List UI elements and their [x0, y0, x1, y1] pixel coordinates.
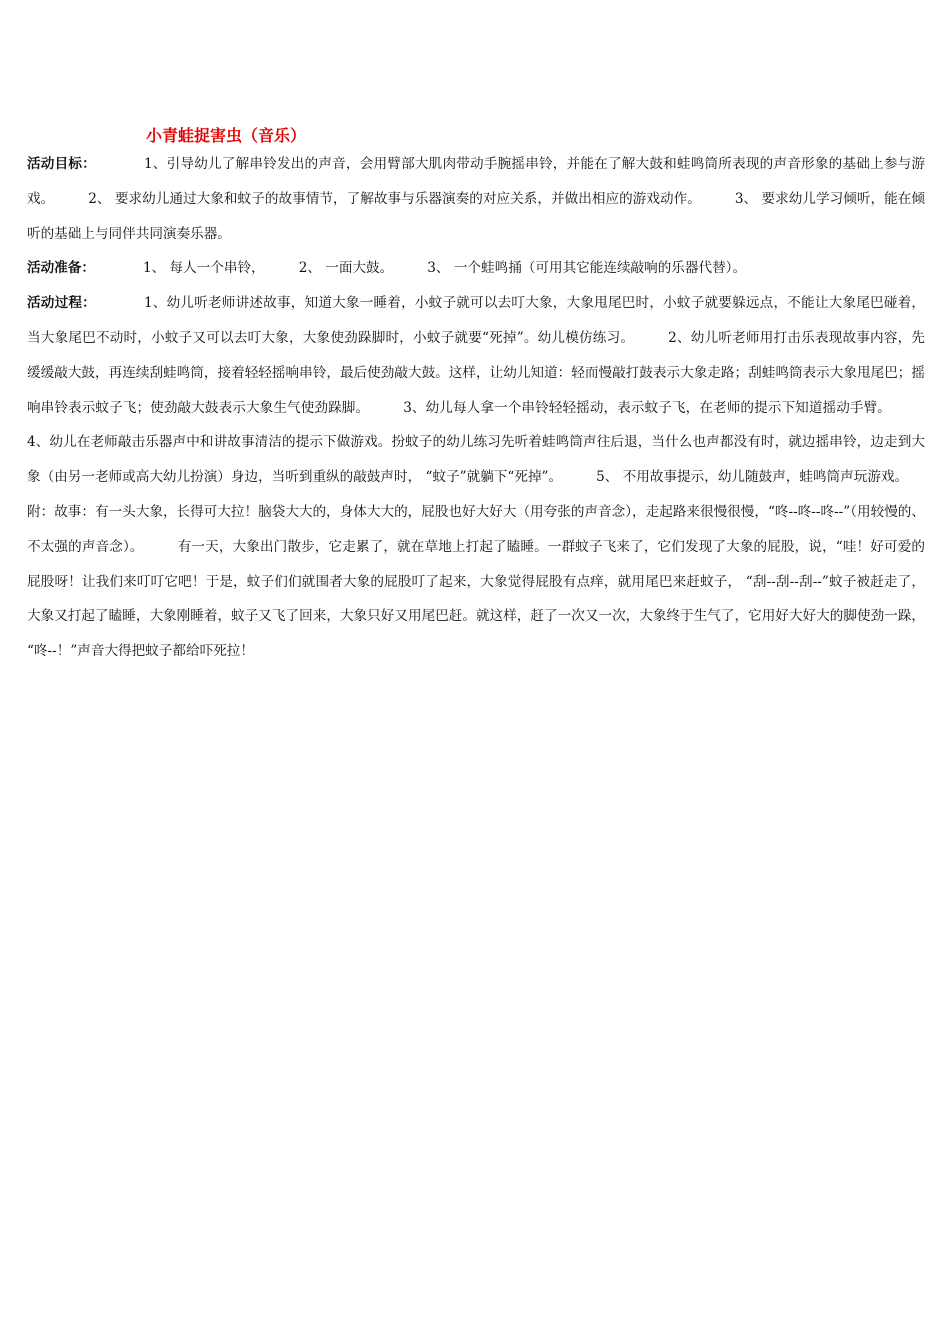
goals-paragraph	[27, 147, 925, 251]
process-paragraph	[27, 286, 925, 495]
process-item-5: 5、 不用故事提示，幼儿随鼓声，蛙鸣筒声玩游戏。	[596, 469, 909, 486]
document-body	[27, 147, 925, 669]
prep-label: 活动准备：	[27, 260, 95, 277]
appendix-paragraph	[27, 495, 925, 669]
goal-item-3: 3、 要求幼儿学习倾听，能在倾听的基础上与同伴共同演奏乐器。	[27, 190, 926, 242]
prep-item-1: 1、 每人一个串铃，	[142, 260, 265, 277]
process-item-4: 4、幼儿在老师敲击乐器声中和讲故事清洁的提示下做游戏。扮蚊子的幼儿练习先听着蛙鸣筒声往后退，当什么也声都没有时，就边摇串铃，边走到大象（由另一老师或高大幼儿扮演）身边，当听到重纵的敲鼓声时， “蚊子”就躺下“死掉”。	[27, 434, 925, 486]
goals-label: 活动目标：	[27, 156, 96, 172]
process-item-1: 1、幼儿听老师讲述故事，知道大象一睡着，小蚊子就可以去叮大象，大象甩尾巴时，小蚊子就要躲远点，不能让大象尾巴碰着，当大象尾巴不动时，小蚊子又可以去叮大象，大象使劲跺脚时，小蚊子就要“死掉”。幼儿模仿练习。	[27, 295, 925, 346]
process-item-3: 3、幼儿每人拿一个串铃轻轻摇动，表示蚊子飞，在老师的提示下知道摇动手臂。	[403, 399, 891, 416]
goal-item-1: 1、引导幼儿了解串铃发出的声音，会用臂部大肌肉带动手腕摇串铃，并能在了解大鼓和蛙鸣筒所表现的声音形象的基础上参与游戏。	[27, 156, 925, 207]
prep-paragraph	[27, 251, 925, 286]
prep-item-2: 2、 一面大鼓。	[298, 260, 394, 277]
appendix-part-1: 附：故事：有一头大象，长得可大拉！脑袋大大的，身体大大的，屁股也好大好大（用夸张的声音念），走起路来很慢很慢，“咚--咚--咚--”（用较慢的、不太强的声音念）。	[27, 503, 925, 555]
goal-item-2: 2、 要求幼儿通过大象和蚊子的故事情节，了解故事与乐器演奏的对应关系，并做出相应的游戏动作。	[88, 190, 701, 207]
prep-item-3: 3、 一个蛙鸣捅（可用其它能连续敲响的乐器代替）。	[427, 260, 747, 277]
process-label: 活动过程：	[27, 295, 96, 312]
process-item-2: 2、幼儿听老师用打击乐表现故事内容，先缓缓敲大鼓，再连续刮蛙鸣筒，接着轻轻摇响串铃，最后使劲敲大鼓。这样，让幼儿知道：轻而慢敲打鼓表示大象走路；刮蛙鸣筒表示大象甩尾巴；摇响串铃表示蚊子飞；使劲敲大鼓表示大象生气使劲跺脚。	[27, 329, 925, 416]
appendix-part-2: 有一天，大象出门散步，它走累了，就在草地上打起了瞌睡。一群蚊子飞来了，它们发现了大象的屁股，说，“哇！好可爱的屁股呀！让我们来叮叮它吧！于是，蚊子们们就围者大象的屁股叮了起来，大象觉得屁股有点痒，就用尾巴来赶蚊子， “刮--刮--刮--”蚊子被赶走了，大象又打起了瞌睡，大象刚睡着，蚊子又飞了回来，大象只好又用尾巴赶。就这样，赶了一次又一次，大象终于生气了，它用好大好大的脚使劲一跺， “咚--！”声音大得把蚊子都给吓死拉！	[27, 538, 925, 660]
document-title: 小青蛙捉害虫（音乐）	[146, 126, 307, 145]
